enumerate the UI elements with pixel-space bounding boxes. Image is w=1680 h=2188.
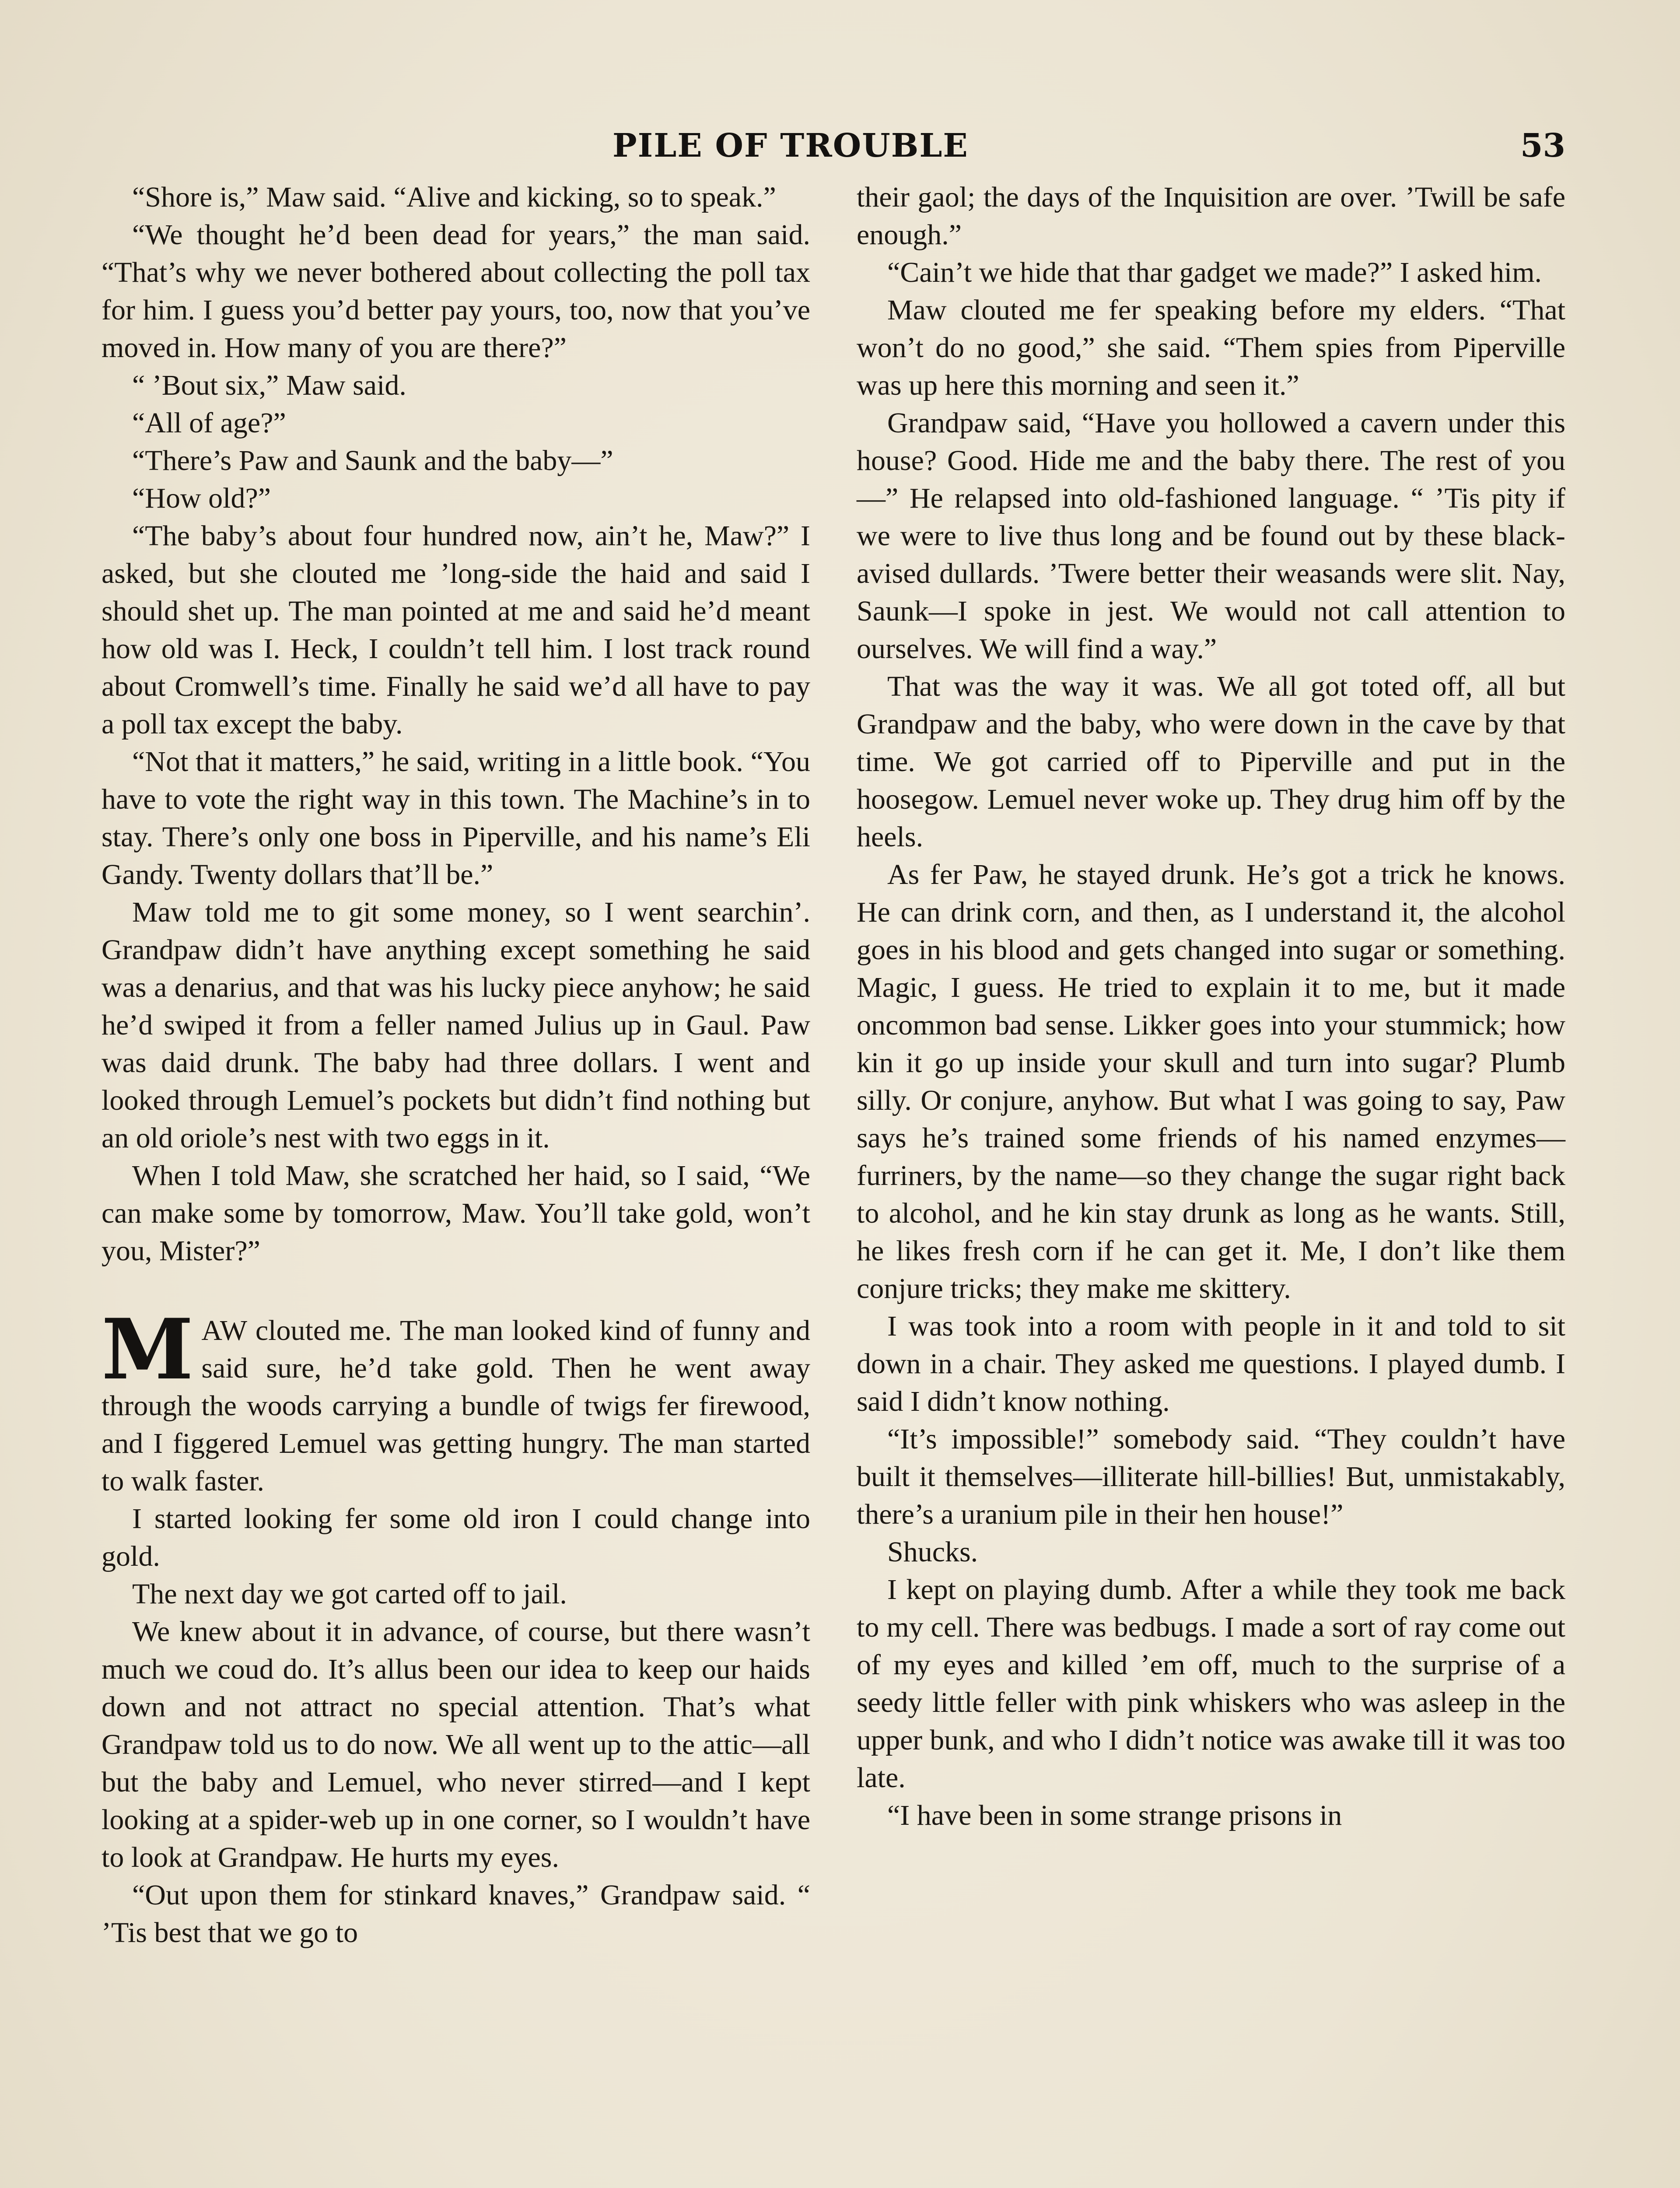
running-title: PILE OF TROUBLE bbox=[612, 127, 969, 165]
paragraph: The next day we got carted off to jail. bbox=[132, 1578, 567, 1610]
paragraph: “How old?” bbox=[132, 482, 271, 514]
left-column bbox=[102, 179, 810, 1952]
paragraph: I started looking fer some old iron I could change into gold. bbox=[102, 1503, 810, 1572]
drop-cap-paragraph bbox=[102, 1301, 810, 1500]
paragraph: When I told Maw, she scratched her haid, so I said, “We can make some by tomorrow, Maw. You’ll take gold, won’t you, Mister?” bbox=[102, 1160, 810, 1267]
paragraph: “There’s Paw and Saunk and the baby—” bbox=[132, 445, 613, 477]
paragraph: “The baby’s about four hundred now, ain’t he, Maw?” I asked, but she clouted me ’long-side the haid and said I should shet up. The man pointed at me and said he’d meant how old was I. Heck, I couldn’t tell him. I lost track round about Cromwell’s time. Finally he said we’d all have to pay a poll tax except the baby. bbox=[102, 520, 810, 740]
drop-cap-paragraph-text: AW clouted me. The man looked kind of funny and said sure, he’d take gold. Then he went away through the woods carrying a bundle of twigs fer firewood, and I figgered Lemuel was getting hungry. The man started to walk faster. bbox=[102, 1315, 810, 1497]
paragraph: That was the way it was. We all got toted off, all but Grandpaw and the baby, who were down in the cave by that time. We got carried off to Piperville and put in the hoosegow. Lemuel never woke up. They drug him off by the heels. bbox=[857, 670, 1565, 853]
paragraph: “Shore is,” Maw said. “Alive and kicking, so to speak.” bbox=[132, 181, 776, 213]
drop-cap: M bbox=[102, 1301, 194, 1398]
paragraph: We knew about it in advance, of course, but there wasn’t much we coud do. It’s allus been our idea to keep our haids down and not attract no special attention. That’s what Grandpaw told us to do now. We all went up to the attic—all but the baby and Lemuel, who never stirred—and I kept looking at a spider-web up in one corner, so I wouldn’t have to look at Grandpaw. He hurts my eyes. bbox=[102, 1616, 810, 1873]
paragraph: Maw clouted me fer speaking before my elders. “That won’t do no good,” she said. “Them spies from Piperville was up here this morning and seen it.” bbox=[857, 294, 1565, 401]
continued-paragraph: their gaol; the days of the Inquisition are over. ’Twill be safe enough.” bbox=[857, 181, 1565, 251]
paragraph: “All of age?” bbox=[132, 407, 286, 439]
paragraph: “We thought he’d been dead for years,” the man said. “That’s why we never bothered about collecting the poll tax for him. I guess you’d better pay yours, too, now that you’ve moved in. How many of you are there?” bbox=[102, 219, 810, 364]
paragraph: I was took into a room with people in it and told to sit down in a chair. They asked me questions. I played dumb. I said I didn’t know nothing. bbox=[857, 1310, 1565, 1417]
paragraph: Shucks. bbox=[887, 1536, 978, 1568]
paragraph: “Not that it matters,” he said, writing in a little book. “You have to vote the right way in this town. The Machine’s in to stay. There’s only one boss in Piperville, and his name’s Eli Gandy. Twenty dollars that’ll be.” bbox=[102, 746, 810, 891]
paragraph: As fer Paw, he stayed drunk. He’s got a trick he knows. He can drink corn, and then, as I understand it, the alcohol goes in his blood and gets changed into sugar or something. Magic, I guess. He tried to explain it to me, but it made oncommon bad sense. Likker goes into your stummick; how kin it go up inside your skull and turn into sugar? Plumb silly. Or conjure, anyhow. But what I was going to say, Paw says he’s trained some friends of his named enzymes—furriners, by the name—so they change the sugar right back to alcohol, and he kin stay drunk as long as he wants. Still, he likes fresh corn if he can get it. Me, I don’t like them conjure tricks; they make me skittery. bbox=[857, 859, 1565, 1304]
right-column bbox=[857, 179, 1565, 1834]
paragraph: Grandpaw said, “Have you hollowed a cavern under this house? Good. Hide me and the baby there. The rest of you—” He relapsed into old-fashioned language. “ ’Tis pity if we were to live thus long and be found out by these black-avised dullards. ’Twere better their weasands were slit. Nay, Saunk—I spoke in jest. We would not call attention to ourselves. We will find a way.” bbox=[857, 407, 1565, 665]
paragraph: “Out upon them for stinkard knaves,” Grandpaw said. “ ’Tis best that we go to bbox=[102, 1879, 810, 1949]
paragraph: “I have been in some strange prisons in bbox=[887, 1799, 1342, 1831]
paragraph: “Cain’t we hide that thar gadget we made?” I asked him. bbox=[887, 256, 1542, 288]
page-number: 53 bbox=[1520, 127, 1565, 165]
section-break bbox=[102, 1270, 810, 1312]
paragraph: “ ’Bout six,” Maw said. bbox=[132, 369, 406, 401]
paragraph: “It’s impossible!” somebody said. “They couldn’t have built it themselves—illiterate hill-billies! But, unmistakably, there’s a uranium pile in their hen house!” bbox=[857, 1423, 1565, 1530]
paragraph: I kept on playing dumb. After a while they took me back to my cell. There was bedbugs. I made a sort of ray come out of my eyes and killed ’em off, much to the surprise of a seedy little feller with pink whiskers who was asleep in the upper bunk, and who I didn’t notice was awake till it was too late. bbox=[857, 1574, 1565, 1794]
paragraph: Maw told me to git some money, so I went searchin’. Grandpaw didn’t have anything except something he said was a denarius, and that was his lucky piece anyhow; he said he’d swiped it from a feller named Julius up in Gaul. Paw was daid drunk. The baby had three dollars. I went and looked through Lemuel’s pockets but didn’t find nothing but an old oriole’s nest with two eggs in it. bbox=[102, 896, 810, 1154]
